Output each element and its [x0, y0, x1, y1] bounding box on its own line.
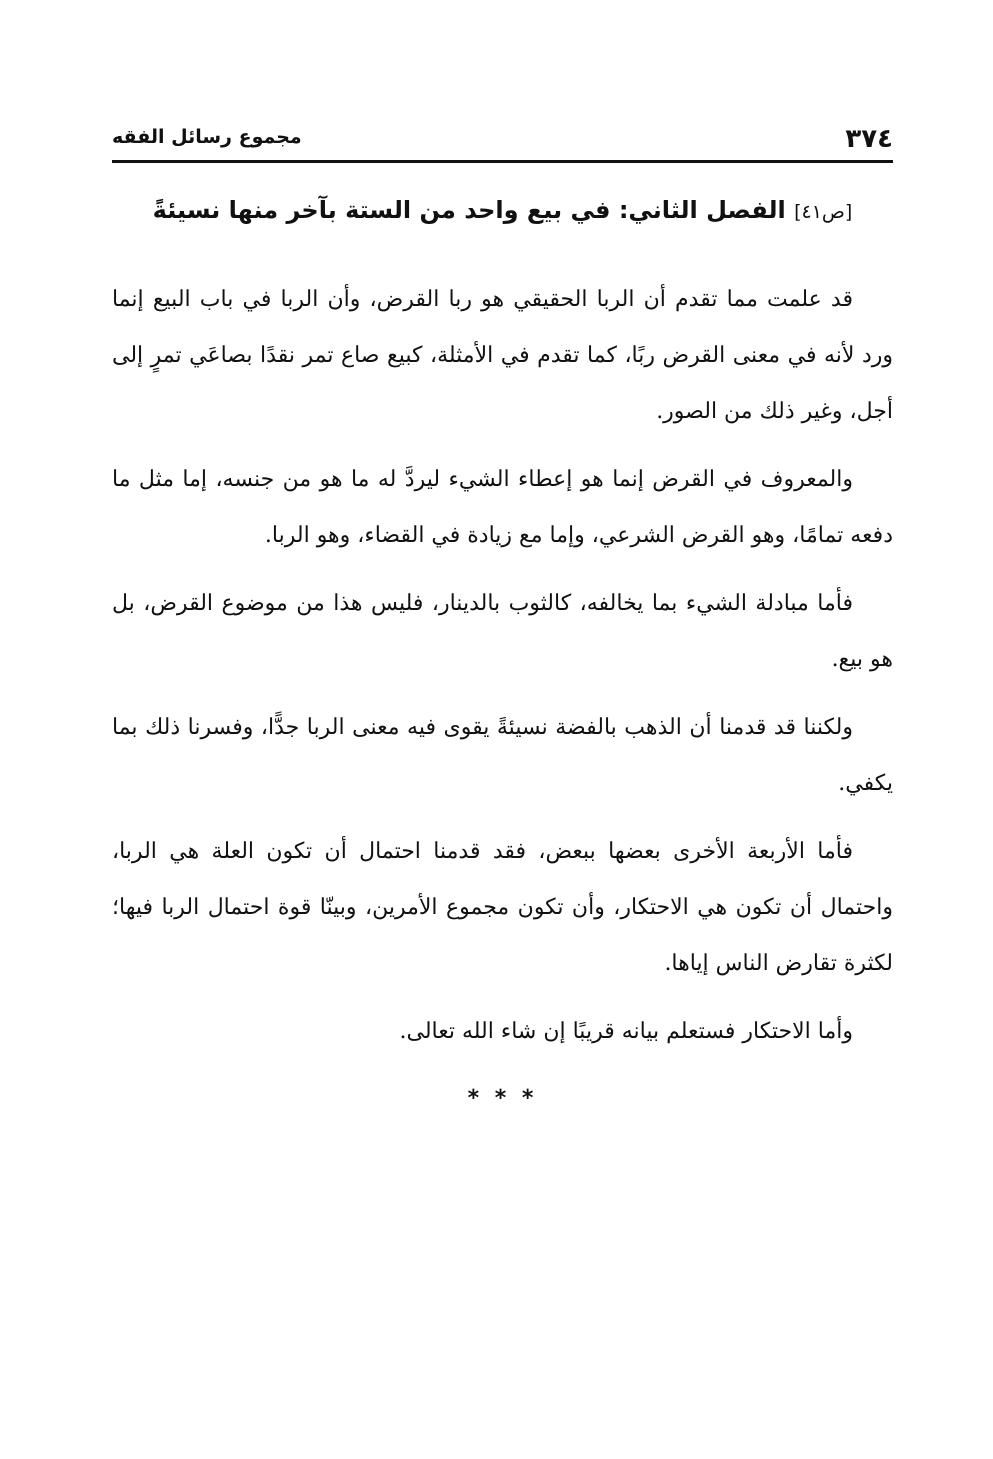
section-separator: * * *: [467, 1086, 538, 1111]
body-text: [112, 272, 893, 1072]
paragraph: فأما مبادلة الشيء بما يخالفه، كالثوب بالدينار، فليس هذا من موضوع القرض، بل هو بيع.: [112, 591, 893, 672]
paragraph: وأما الاحتكار فستعلم بيانه قريبًا إن شاء الله تعالى.: [399, 1019, 853, 1044]
page-number: ٣٧٤: [845, 124, 893, 154]
chapter-title: الفصل الثاني: في بيع واحد من الستة بآخر منها نسيئةً: [152, 196, 786, 224]
paragraph: فأما الأربعة الأخرى بعضها ببعض، فقد قدمنا احتمال أن تكون العلة هي الربا، واحتمال أن تكون هي الاحتكار، وأن تكون مجموع الأمرين، وبينّا قوة احتمال الربا فيها؛ لكثرة تقارض الناس إياها.: [112, 839, 893, 976]
page-header: [112, 118, 893, 160]
running-title: مجموع رسائل الفقه: [112, 126, 302, 148]
chapter-heading: [112, 196, 893, 224]
paragraph: قد علمت مما تقدم أن الربا الحقيقي هو ربا القرض، وأن الربا في باب البيع إنما ورد لأنه في معنى القرض ربًا، كما تقدم في الأمثلة، كبيع صاع تمر نقدًا بصاعَي تمرٍ إلى أجل، وغير ذلك من الصور.: [112, 287, 893, 424]
paragraph: والمعروف في القرض إنما هو إعطاء الشيء ليردَّ له ما هو من جنسه، إما مثل ما دفعه تمامًا، وهو القرض الشرعي، وإما مع زيادة في القضاء، وهو الربا.: [112, 467, 893, 548]
page-reference: [ص٤١]: [794, 201, 853, 223]
header-rule: [112, 160, 893, 163]
paragraph: ولكننا قد قدمنا أن الذهب بالفضة نسيئةً يقوى فيه معنى الربا جدًّا، وفسرنا ذلك بما يكفي.: [112, 715, 893, 796]
